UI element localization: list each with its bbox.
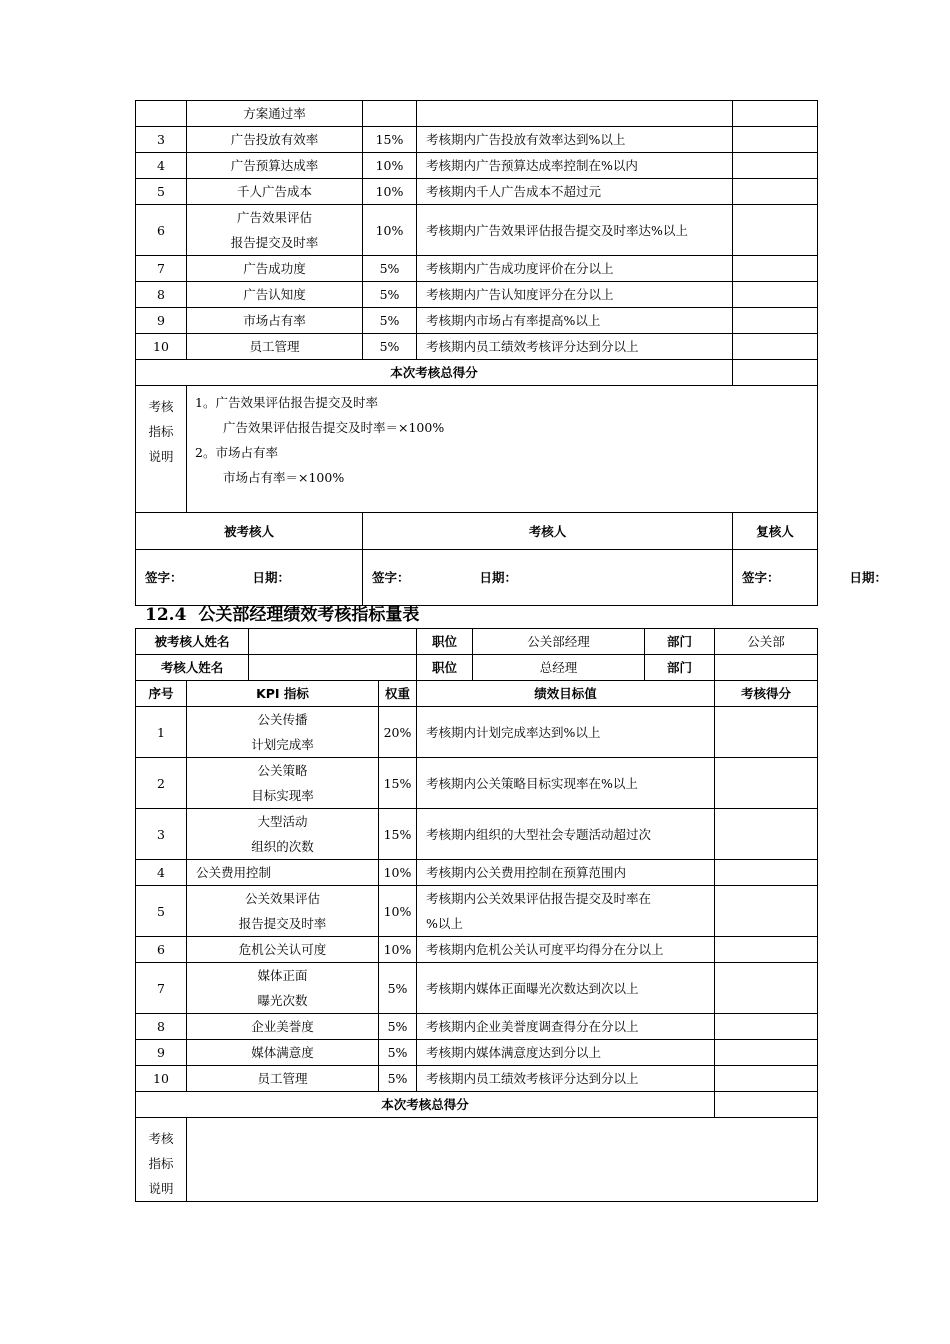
table-row <box>136 758 818 809</box>
total-score-cell[interactable] <box>733 360 818 386</box>
explain-label: 考核 指标 说明 <box>136 386 187 513</box>
row-kpi: 广告预算达成率 <box>187 153 363 179</box>
assessee-dept: 公关部 <box>715 629 818 655</box>
row-kpi: 员工管理 <box>187 334 363 360</box>
assessor-name-field[interactable] <box>249 655 417 681</box>
row-target: 考核期内广告认知度评分在分以上 <box>417 282 733 308</box>
row-kpi: 广告认知度 <box>187 282 363 308</box>
row-no <box>136 101 187 127</box>
row-no: 6 <box>136 937 187 963</box>
row-no: 2 <box>136 758 187 809</box>
col-no: 序号 <box>136 681 187 707</box>
explain-line: 2。市场占有率 <box>195 445 278 460</box>
row-weight: 5% <box>379 1066 417 1092</box>
row-kpi: 公关传播 计划完成率 <box>187 707 379 758</box>
table-row <box>136 886 818 937</box>
row-weight: 15% <box>379 758 417 809</box>
assessee-position: 公关部经理 <box>473 629 645 655</box>
assessor-sign-cell[interactable]: 签字： 日期： <box>363 550 733 606</box>
row-weight: 10% <box>379 886 417 937</box>
row-kpi: 广告投放有效率 <box>187 127 363 153</box>
row-kpi: 公关费用控制 <box>187 860 379 886</box>
row-kpi: 企业美誉度 <box>187 1014 379 1040</box>
row-kpi: 千人广告成本 <box>187 179 363 205</box>
row-target: 考核期内市场占有率提高%以上 <box>417 308 733 334</box>
row-score[interactable] <box>715 963 818 1014</box>
row-score[interactable] <box>733 308 818 334</box>
row-target: 考核期内公关费用控制在预算范围内 <box>417 860 715 886</box>
row-score[interactable] <box>733 179 818 205</box>
row-score[interactable] <box>715 707 818 758</box>
row-score[interactable] <box>715 886 818 937</box>
row-no: 6 <box>136 205 187 256</box>
table-row <box>136 809 818 860</box>
total-score-cell[interactable] <box>715 1092 818 1118</box>
row-score[interactable] <box>733 127 818 153</box>
row-target: 考核期内组织的大型社会专题活动超过次 <box>417 809 715 860</box>
row-score[interactable] <box>733 282 818 308</box>
row-weight: 15% <box>379 809 417 860</box>
total-score-label: 本次考核总得分 <box>136 360 733 386</box>
table-row <box>136 282 818 308</box>
row-score[interactable] <box>733 334 818 360</box>
row-no: 3 <box>136 127 187 153</box>
row-kpi: 广告效果评估 报告提交及时率 <box>187 205 363 256</box>
row-weight: 10% <box>379 860 417 886</box>
row-target: 考核期内广告投放有效率达到%以上 <box>417 127 733 153</box>
reviewer-label: 复核人 <box>733 513 818 550</box>
table-row <box>136 308 818 334</box>
row-kpi: 公关策略 目标实现率 <box>187 758 379 809</box>
row-target: 考核期内员工绩效考核评分达到分以上 <box>417 334 733 360</box>
row-weight: 5% <box>379 1014 417 1040</box>
row-kpi: 大型活动 组织的次数 <box>187 809 379 860</box>
row-score[interactable] <box>733 101 818 127</box>
row-score[interactable] <box>715 860 818 886</box>
row-no: 10 <box>136 1066 187 1092</box>
row-target: 考核期内危机公关认可度平均得分在分以上 <box>417 937 715 963</box>
row-target: 考核期内企业美誉度调查得分在分以上 <box>417 1014 715 1040</box>
assessee-name-label: 被考核人姓名 <box>136 629 249 655</box>
row-no: 5 <box>136 886 187 937</box>
explain-line: 1。广告效果评估报告提交及时率 <box>195 395 378 410</box>
row-target: 考核期内公关效果评估报告提交及时率在 %以上 <box>417 886 715 937</box>
row-score[interactable] <box>715 809 818 860</box>
row-score[interactable] <box>715 1066 818 1092</box>
table-row <box>136 1014 818 1040</box>
table-row <box>136 127 818 153</box>
dept-label: 部门 <box>645 655 715 681</box>
row-weight: 5% <box>363 282 417 308</box>
row-no: 10 <box>136 334 187 360</box>
reviewer-sign-cell[interactable]: 签字： 日期： <box>733 550 818 606</box>
row-kpi: 危机公关认可度 <box>187 937 379 963</box>
row-weight: 5% <box>363 256 417 282</box>
explain-content <box>187 386 818 513</box>
row-no: 9 <box>136 1040 187 1066</box>
table-row <box>136 1066 818 1092</box>
table-row <box>136 101 818 127</box>
kpi-rows <box>136 707 818 1092</box>
row-no: 4 <box>136 860 187 886</box>
row-target: 考核期内公关策略目标实现率在%以上 <box>417 758 715 809</box>
row-no: 4 <box>136 153 187 179</box>
row-weight: 10% <box>363 179 417 205</box>
row-weight: 10% <box>363 205 417 256</box>
row-weight: 5% <box>379 963 417 1014</box>
row-target: 考核期内媒体满意度达到分以上 <box>417 1040 715 1066</box>
assessee-name-field[interactable] <box>249 629 417 655</box>
row-target: 考核期内媒体正面曝光次数达到次以上 <box>417 963 715 1014</box>
row-kpi: 方案通过率 <box>187 101 363 127</box>
row-no: 7 <box>136 256 187 282</box>
explain-content[interactable] <box>187 1118 818 1202</box>
assessor-dept[interactable] <box>715 655 818 681</box>
row-weight: 15% <box>363 127 417 153</box>
row-score[interactable] <box>733 205 818 256</box>
col-weight: 权重 <box>379 681 417 707</box>
table-row <box>136 205 818 256</box>
row-score[interactable] <box>715 758 818 809</box>
row-weight: 5% <box>363 308 417 334</box>
row-score[interactable] <box>733 153 818 179</box>
explain-line: 市场占有率＝×100% <box>223 470 345 485</box>
table-row <box>136 963 818 1014</box>
table-row <box>136 256 818 282</box>
row-weight: 5% <box>363 334 417 360</box>
row-score[interactable] <box>715 1040 818 1066</box>
row-target: 考核期内员工绩效考核评分达到分以上 <box>417 1066 715 1092</box>
row-no: 3 <box>136 809 187 860</box>
explain-line: 广告效果评估报告提交及时率＝×100% <box>223 420 445 435</box>
table-row <box>136 179 818 205</box>
section-heading <box>145 603 419 627</box>
row-kpi: 员工管理 <box>187 1066 379 1092</box>
row-no: 7 <box>136 963 187 1014</box>
row-no: 1 <box>136 707 187 758</box>
row-target: 考核期内广告效果评估报告提交及时率达%以上 <box>417 205 733 256</box>
table-row <box>136 334 818 360</box>
col-target: 绩效目标值 <box>417 681 715 707</box>
row-score[interactable] <box>733 256 818 282</box>
table-row <box>136 707 818 758</box>
row-score[interactable] <box>715 1014 818 1040</box>
row-weight: 20% <box>379 707 417 758</box>
row-weight: 5% <box>379 1040 417 1066</box>
kpi-rows <box>136 101 818 360</box>
section-number: 12.4 <box>145 605 187 625</box>
row-weight: 10% <box>379 937 417 963</box>
row-target: 考核期内广告预算达成率控制在%以内 <box>417 153 733 179</box>
row-no: 5 <box>136 179 187 205</box>
section-title: 公关部经理绩效考核指标量表 <box>198 605 420 625</box>
total-score-label: 本次考核总得分 <box>136 1092 715 1118</box>
row-no: 8 <box>136 282 187 308</box>
row-kpi: 媒体正面 曝光次数 <box>187 963 379 1014</box>
row-no: 8 <box>136 1014 187 1040</box>
explain-label: 考核 指标 说明 <box>136 1118 187 1202</box>
row-target: 考核期内千人广告成本不超过元 <box>417 179 733 205</box>
row-weight: 10% <box>363 153 417 179</box>
dept-label: 部门 <box>645 629 715 655</box>
assessor-position: 总经理 <box>473 655 645 681</box>
table-row <box>136 937 818 963</box>
row-weight <box>363 101 417 127</box>
row-kpi: 公关效果评估 报告提交及时率 <box>187 886 379 937</box>
position-label: 职位 <box>417 629 473 655</box>
row-target: 考核期内计划完成率达到%以上 <box>417 707 715 758</box>
row-target: 考核期内广告成功度评价在分以上 <box>417 256 733 282</box>
kpi-table-pr <box>135 628 818 1202</box>
kpi-table-advertising <box>135 100 888 606</box>
assessor-name-label: 考核人姓名 <box>136 655 249 681</box>
row-no: 9 <box>136 308 187 334</box>
table-row <box>136 860 818 886</box>
table-row <box>136 1040 818 1066</box>
assessee-sign-cell[interactable]: 签字： 日期： <box>136 550 363 606</box>
row-kpi: 广告成功度 <box>187 256 363 282</box>
table-row <box>136 153 818 179</box>
row-score[interactable] <box>715 937 818 963</box>
row-kpi: 媒体满意度 <box>187 1040 379 1066</box>
row-target <box>417 101 733 127</box>
position-label: 职位 <box>417 655 473 681</box>
assessee-label: 被考核人 <box>136 513 363 550</box>
row-kpi: 市场占有率 <box>187 308 363 334</box>
assessor-label: 考核人 <box>363 513 733 550</box>
col-score: 考核得分 <box>715 681 818 707</box>
col-kpi: KPI 指标 <box>187 681 379 707</box>
